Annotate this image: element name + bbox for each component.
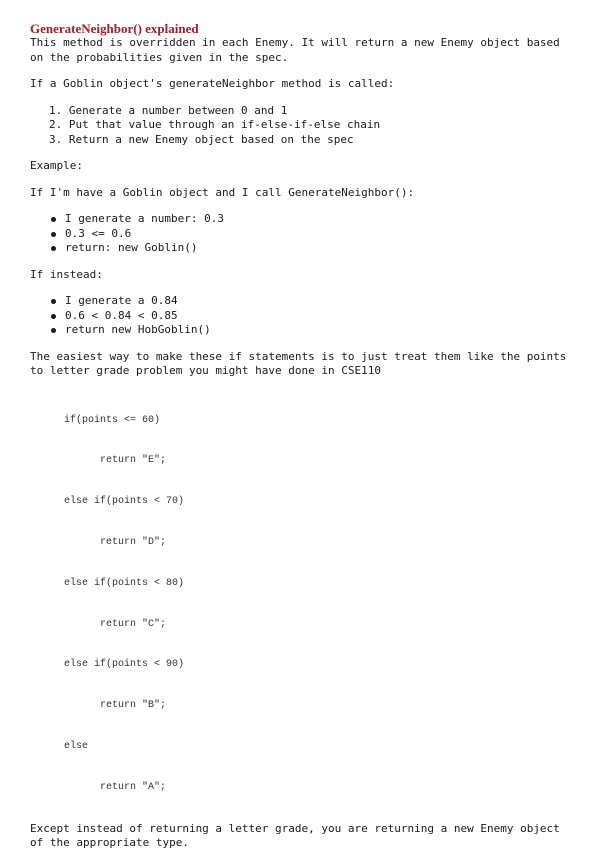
code-line: else if(points < 70): [64, 496, 185, 508]
outro-line-1: Except instead of returning a letter grade, you are returning a new Enemy object: [30, 821, 560, 835]
list-item: I generate a number: 0.3: [30, 212, 571, 227]
list-item: return new HobGoblin(): [30, 323, 571, 338]
list-item: return: new Goblin(): [30, 241, 571, 256]
code-line: else if(points < 80): [64, 577, 185, 589]
code-line: return "C";: [100, 618, 167, 630]
code-line: return "D";: [100, 537, 167, 549]
bullet-icon: [51, 328, 56, 333]
bullet-icon: [51, 246, 56, 251]
if-instead-label: If instead:: [30, 267, 103, 281]
list-item: 0.3 <= 0.6: [30, 227, 571, 242]
intro-line-2: on the probabilities given in the spec.: [30, 50, 289, 64]
bullet-icon: [51, 314, 56, 319]
code-block: [30, 387, 571, 822]
code-line: return "B";: [100, 700, 167, 712]
page-title: GenerateNeighbor() explained: [30, 21, 199, 36]
step-item: 2. Put that value through an if-else-if-else chain: [49, 118, 381, 131]
code-line: else: [64, 740, 89, 752]
bullet-icon: [51, 299, 56, 304]
step-item: 1. Generate a number between 0 and 1: [49, 103, 288, 117]
list-item: 0.6 < 0.84 < 0.85: [30, 309, 571, 324]
code-line: if(points <= 60): [64, 414, 161, 426]
outro-line-2: of the appropriate type.: [30, 836, 189, 849]
step-item: 3. Return a new Enemy object based on the spec: [49, 132, 354, 146]
bullet-icon: [51, 217, 56, 222]
intro-line-1: This method is overridden in each Enemy. It will return a new Enemy object based: [30, 36, 560, 49]
example1-list: [30, 212, 571, 256]
steps-list: [30, 104, 571, 148]
easiest-line-2: to letter grade problem you might have done in CSE110: [30, 364, 381, 377]
goblin-question: If a Goblin object's generateNeighbor method is called:: [30, 77, 395, 90]
code-line: return "E";: [100, 455, 167, 467]
code-line: return "A";: [100, 781, 167, 793]
example2-list: [30, 294, 571, 338]
example-intro: If I'm have a Goblin object and I call GenerateNeighbor():: [30, 185, 415, 199]
easiest-line-1: The easiest way to make these if statements is to just treat them like the points: [30, 349, 567, 363]
list-item: I generate a 0.84: [30, 294, 571, 309]
code-line: else if(points < 90): [64, 659, 185, 671]
bullet-icon: [51, 232, 56, 237]
example-label: Example:: [30, 159, 83, 172]
